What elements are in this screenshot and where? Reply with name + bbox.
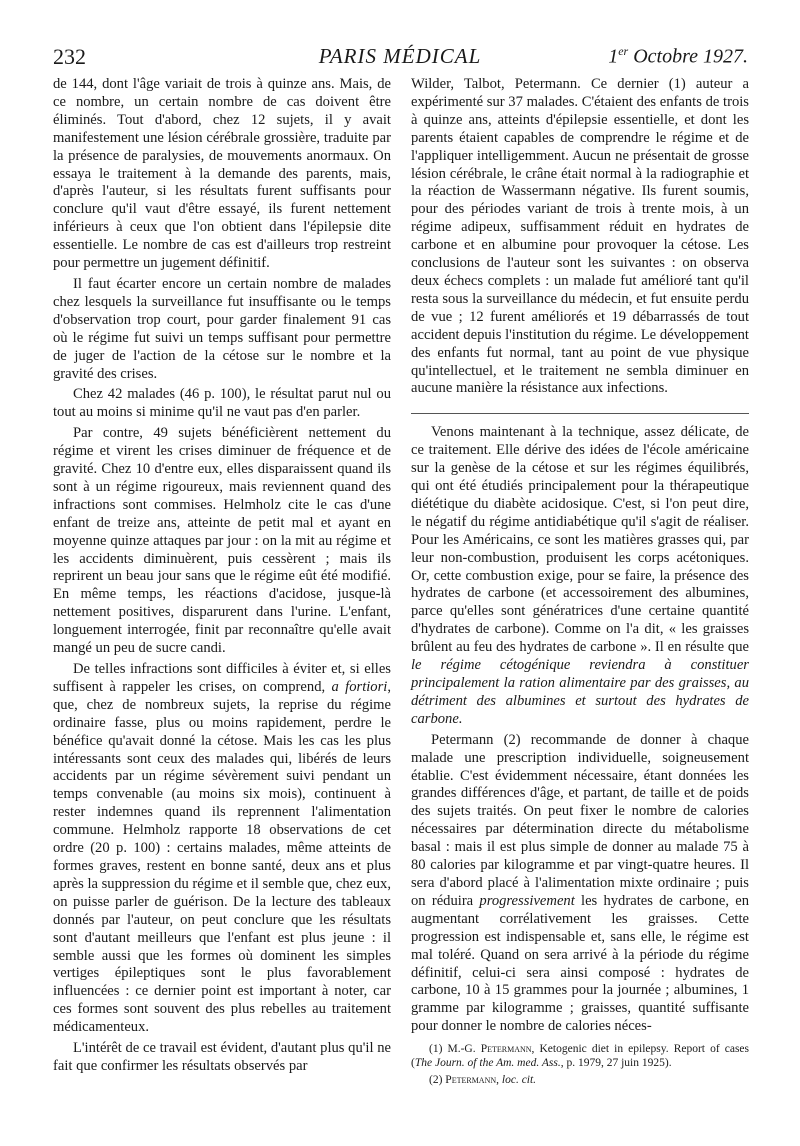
footnote-number: (1) bbox=[429, 1043, 443, 1056]
paragraph bbox=[53, 661, 391, 1037]
italic-text: progressivement bbox=[479, 892, 575, 909]
paragraph: de 144, dont l'âge variait de trois à quinze ans. Mais, de ce nombre, un certain nombre de cas doivent être éliminés. Tout d'abord, chez 12 sujets, il y avait manifestement une lésion cérébrale grossière, traduite par la présence de paralysies, de mouvements anormaux. On essaya le traitement à la demande des parents, mais, d'après l'auteur, si les résultats furent suffisants pour conclure qu'il vaut d'être essayé, ils furent nettement inférieurs à ceux que l'on obtient dans l'épilepsie dite essentielle. Le nombre de cas est d'ailleurs trop restreint pour permettre un jugement définitif. bbox=[53, 76, 391, 272]
footnote bbox=[411, 1073, 749, 1087]
italic-text: le régime cétogénique reviendra à constituer principalement la ration alimentaire par des graisses, au détriment des albumines et surtout des hydrates de carbone. bbox=[411, 657, 749, 727]
paragraph bbox=[411, 424, 749, 728]
footnote-loc: loc. cit. bbox=[499, 1074, 537, 1087]
footnote-author: M.-G. Petermann, bbox=[447, 1043, 535, 1056]
footnote-author: Petermann, bbox=[445, 1074, 500, 1087]
text-run: Petermann (2) recommande de donner à chaque malade une prescription individuelle, soigneusement établie. C'est évidemment nécessaire, étant données les grandes différences d'âge, et partant, de taille et de poids des sujets traités. On peut fixer le nombre de calories nécessaires par détermination directe du métabolisme basal : mais il est plus simple de donner au malade 75 à 80 calories par kilogramme et par vingt-quatre heures. Il sera d'abord placé à l'alimentation mixte ordinaire ; puis on réduira bbox=[411, 731, 749, 909]
footnotes bbox=[411, 1042, 749, 1087]
date-day: 1 bbox=[608, 45, 619, 68]
italic-text: a fortiori bbox=[331, 678, 388, 695]
paragraph bbox=[411, 732, 749, 1036]
page-number: 232 bbox=[53, 44, 86, 69]
footnote-journal: The Journ. of the Am. med. Ass. bbox=[414, 1057, 561, 1070]
text-run: Venons maintenant à la technique, assez délicate, de ce traitement. Elle dérive des idées de l'école américaine sur la genèse de la cétose et sur les régimes équilibrés, qui ont été étudiés principalement pour la thérapeutique diététique du diabète acidosique. C'est, si l'on peut dire, le négatif du régime antidiabétique qu'il s'agit de réaliser. Pour les Américains, ce sont les matières grasses qui, par leur non-combustion, produisent les corps acétoniques. Or, cette combustion exige, pour se faire, la présence des hydrates de carbone (et accessoirement des albumines, parce qu'elles sont génératrices d'une certaine quantité d'hydrates de carbone). Comme on l'a dit, « les graisses brûlent au feu des hydrates de carbone ». Il en résulte que bbox=[411, 424, 749, 656]
left-column bbox=[53, 76, 391, 1076]
paragraph: Chez 42 malades (46 p. 100), le résultat parut nul ou tout au moins si minime qu'il ne vaut pas d'en parler. bbox=[53, 386, 391, 421]
journal-title: PARIS MÉDICAL bbox=[318, 44, 482, 68]
paragraph: L'intérêt de ce travail est évident, d'autant plus qu'il ne fait que confirmer les résultats observés par bbox=[53, 1040, 391, 1074]
paragraph: Il faut écarter encore un certain nombre de malades chez lesquels la surveillance fut insuffisante ou le temps d'observation trop court, pour garder finalement 91 cas où le régime fut suivi un temps suffisant pour permettre de juger de l'action de la cétose sur le nombre et la gravité des crises. bbox=[53, 275, 391, 382]
text-run: les hydrates de carbone, en augmentant corrélativement les graisses. Cette progression est indispensable et, sans elle, le régime est mal toléré. Quand on sera arrivé à la période du régime définitif, celui-ci sera ainsi composé : hydrates de carbone, 10 à 15 grammes pour la journée ; albumines, 1 gramme par kilogramme ; graisses, quantité suffisante pour donner le nombre de calories néces- bbox=[411, 892, 749, 1035]
issue-date bbox=[608, 44, 748, 69]
date-sup: er bbox=[618, 44, 629, 58]
footnote-text: Ketogenic diet in epilepsy. Report of cases ( bbox=[411, 1043, 749, 1070]
footnote bbox=[411, 1042, 749, 1070]
footnote-number: (2) bbox=[429, 1074, 443, 1087]
text-run: De telles infractions sont difficiles à éviter et, si elles suffisent à rappeler les crises, on comprend, bbox=[53, 661, 391, 695]
paragraph: Wilder, Talbot, Petermann. Ce dernier (1) auteur a expérimenté sur 37 malades. C'étaient des enfants de trois à quinze ans, atteints d'épilepsie essentielle, et dont les parents étaient capables de comprendre le régime et de l'appliquer intelligemment. Aucun ne présentait de grosse lésion cérébrale, le crâne était normal à la radiographie et la réaction de Wassermann négative. Ils furent soumis, pour des périodes variant de trois à trente mois, à un régime adipeux, suffisamment réduit en hydrates de carbone et en albumine pour provoquer la cétose. Les conclusions de l'auteur sont les suivantes : on observa deux échecs complets : un malade fut amélioré tant qu'il resta sous la surveillance du médecin, et fut ensuite perdu de vue ; 12 furent améliorés et 19 débarrassés de tout accident depuis l'institution du régime. Le développement des enfants fut normal, tant au point de vue physique qu'intellectuel, et le traitement ne sembla diminuer en aucune manière la résistance aux infections. bbox=[411, 76, 749, 397]
footnote-text: , p. 1979, 27 juin 1925). bbox=[560, 1057, 672, 1070]
date-rest: Octobre 1927. bbox=[633, 45, 748, 68]
right-column bbox=[411, 76, 749, 1087]
text-run: , que, chez de nombreux sujets, la reprise du régime ordinaire fasse, plus ou moins rapidement, perdre le bénéfice qu'avait donné la cétose. Mais les cas les plus intéressants sont ceux des malades qui, libérés de leurs accidents par un régime sévèrement suivi pendant un temps convenable (au moins six mois), continuent à rester indemnes quand ils reprennent l'alimentation commune. Helmholz rapporte 18 observations de cet ordre (20 p. 100) : certains malades, même atteints de formes graves, restent en bonne santé, deux ans et plus après la suppression du régime et il semble que, chez eux, on puisse parler de guérison. De la lecture des tableaux donnés par l'auteur, on peut conclure que les résultats sont d'autant meilleurs que l'enfant est plus jeune : il semble aussi que les formes où dominent les simples vertiges épileptiques sont le plus favorablement influencées : ce dernier point est important à noter, car ces formes sont souvent des plus rebelles au traitement médicamenteux. bbox=[53, 678, 391, 1036]
section-divider bbox=[411, 413, 749, 414]
paragraph: Par contre, 49 sujets bénéficièrent nettement du régime et virent les crises diminuer de fréquence et de gravité. Chez 10 d'entre eux, elles disparaissent quand ils sont à un régime rigoureux, mais reviennent quand des infractions sont commises. Helmholz cite le cas d'une enfant de treize ans, atteinte de petit mal et ayant en moyenne quinze attaques par jour : on la mit au régime et les accidents diminuèrent, puis cessèrent ; mais ils reprirent un beau jour sans que le régime eût été modifié. En même temps, les réactions d'acidose, jusque-là nettement positives, disparurent dans l'urine. L'enfant, longuement interrogée, finit par reconnaître qu'elle avait mangé un peu de sucre candi. bbox=[53, 425, 391, 657]
running-header bbox=[0, 44, 800, 72]
